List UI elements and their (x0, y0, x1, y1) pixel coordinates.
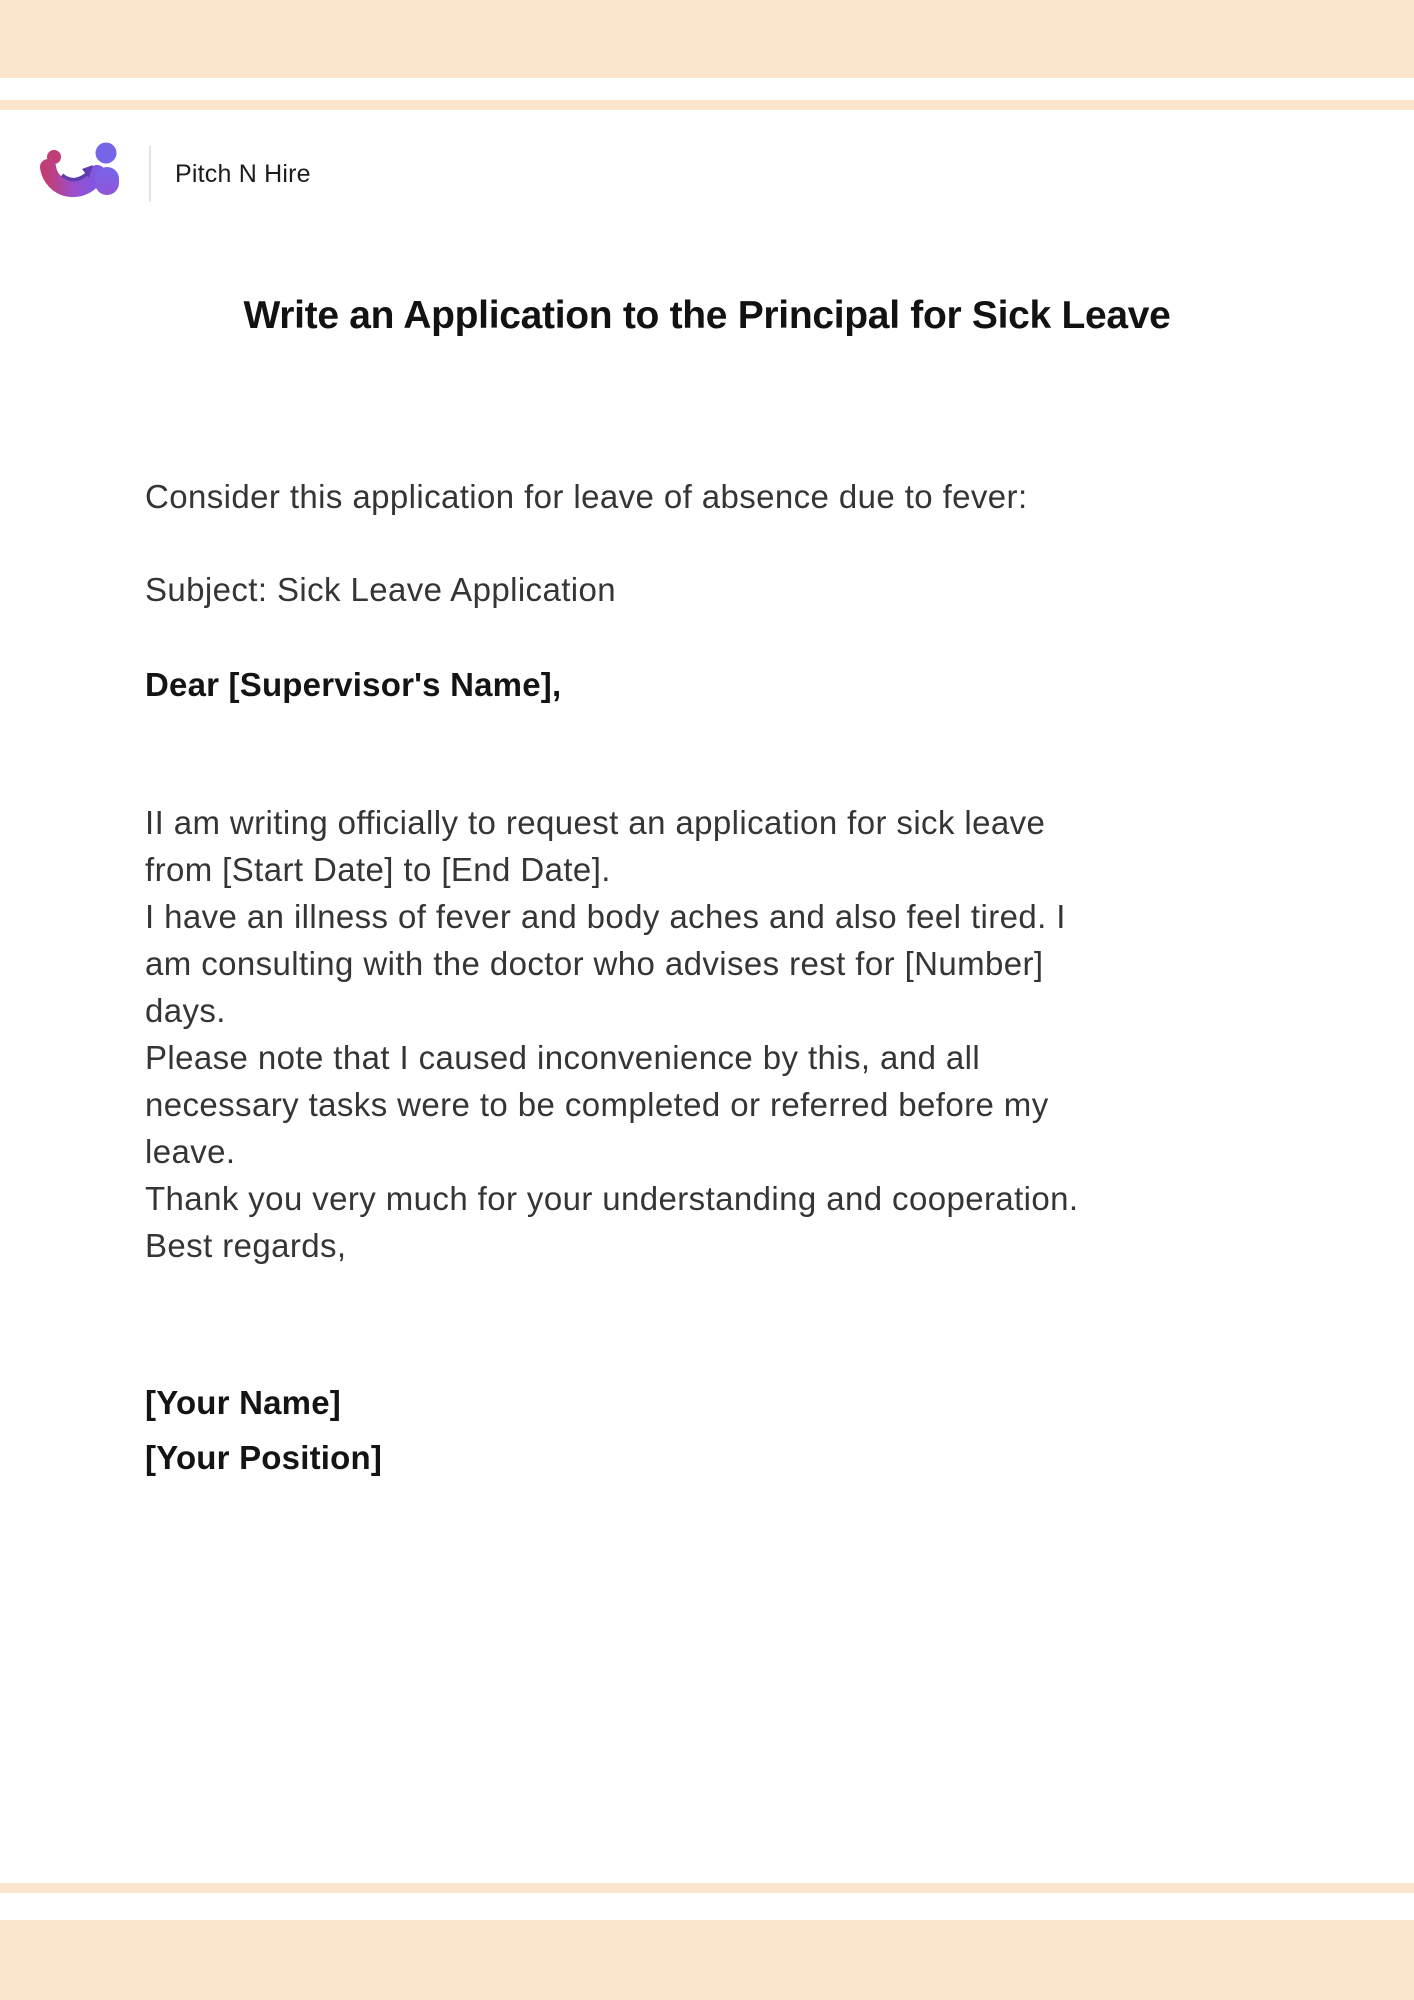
letter-salutation: Dear [Supervisor's Name], (145, 666, 562, 703)
letter-content (145, 473, 1269, 1485)
letter-subject: Subject: Sick Leave Application (145, 571, 617, 608)
body-line: Best regards, (145, 1227, 347, 1264)
top-white-gap (0, 78, 1414, 100)
body-line: necessary tasks were to be completed or referred before my (145, 1086, 1049, 1123)
signature-line: [Your Name] (145, 1384, 341, 1421)
letter-intro: Consider this application for leave of absence due to fever: (145, 478, 1028, 515)
brand-divider (149, 146, 151, 202)
header-accent-strip (0, 100, 1414, 110)
signature-line: [Your Position] (145, 1439, 383, 1476)
signature-block (145, 1375, 1269, 1485)
body-line: am consulting with the doctor who advises rest for [Number] (145, 945, 1044, 982)
top-accent-band (0, 0, 1414, 78)
footer-accent-strip (0, 1883, 1414, 1893)
page-title: Write an Application to the Principal for Sick Leave (243, 294, 1171, 337)
pitch-n-hire-logo-icon (33, 137, 121, 211)
body-line: I have an illness of fever and body aches and also feel tired. I (145, 898, 1066, 935)
brand-header (33, 137, 1414, 211)
body-line: Please note that I caused inconvenience by this, and all (145, 1039, 981, 1076)
brand-name: Pitch N Hire (175, 159, 311, 188)
letter-body (145, 799, 1269, 1269)
body-line: Thank you very much for your understanding and cooperation. (145, 1180, 1079, 1217)
body-line: II am writing officially to request an application for sick leave (145, 804, 1046, 841)
body-line: from [Start Date] to [End Date]. (145, 851, 611, 888)
body-line: days. (145, 992, 226, 1029)
bottom-accent-band (0, 1920, 1414, 2000)
body-line: leave. (145, 1133, 236, 1170)
